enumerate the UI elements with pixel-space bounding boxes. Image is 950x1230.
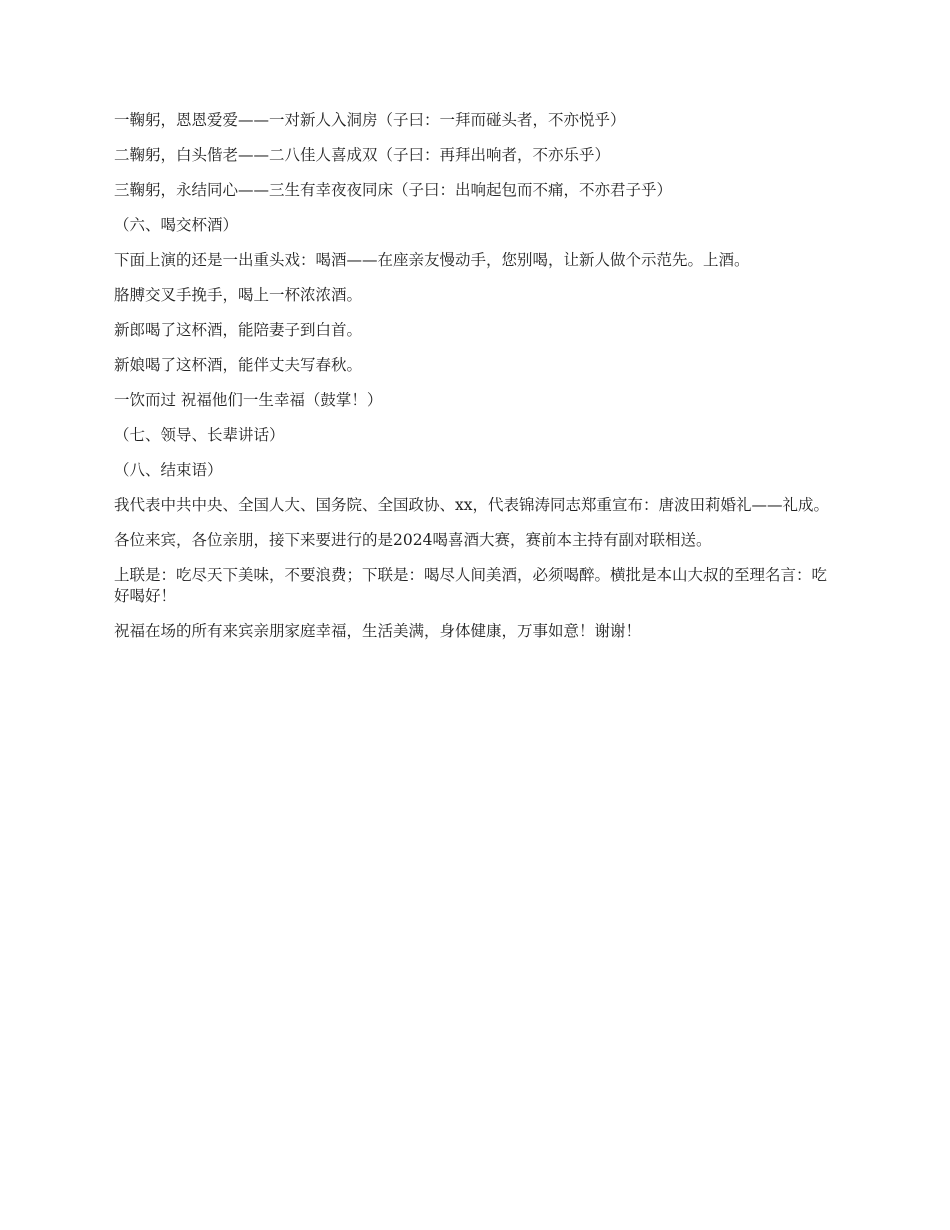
document-body [114,110,842,656]
paragraph-final-wishes: 祝福在场的所有来宾亲朋家庭幸福，生活美满，身体健康，万事如意！谢谢！ [114,622,642,640]
paragraph-bow-3: 三鞠躬，永结同心——三生有幸夜夜同床（子曰：出响起包而不痛，不亦君子乎） [114,181,673,199]
paragraph-contest: 各位来宾，各位亲朋，接下来要进行的是2024喝喜酒大赛，赛前本主持有副对联相送。 [114,531,712,549]
section-heading-jiaobei: （六、喝交杯酒） [114,216,239,234]
paragraph-drinking-intro: 下面上演的还是一出重头戏：喝酒——在座亲友慢动手，您别喝，让新人做个示范先。上酒。 [114,251,750,269]
paragraph-announcement: 我代表中共中央、全国人大、国务院、全国政协、xx，代表锦涛同志郑重宣布：唐波田莉婚礼——礼成。 [114,496,829,514]
paragraph-bride: 新娘喝了这杯酒，能伴丈夫写春秋。 [114,356,363,374]
paragraph-blessing: 一饮而过 祝福他们一生幸福（鼓掌！） [114,391,383,409]
paragraph-groom: 新郎喝了这杯酒，能陪妻子到白首。 [114,321,363,339]
paragraph-couplet: 上联是：吃尽天下美味，不要浪费；下联是：喝尽人间美酒，必须喝醉。横批是本山大叔的至理名言：吃好喝好！ [114,566,828,605]
section-heading-speeches: （七、领导、长辈讲话） [114,426,285,444]
paragraph-bow-2: 二鞠躬，白头偕老——二八佳人喜成双（子曰：再拜出响者，不亦乐乎） [114,146,611,164]
paragraph-bow-1: 一鞠躬，恩恩爱爱——一对新人入洞房（子曰：一拜而碰头者，不亦悦乎） [114,111,626,129]
paragraph-arms-crossed: 胳膊交叉手挽手，喝上一杯浓浓酒。 [114,286,363,304]
section-heading-closing: （八、结束语） [114,461,223,479]
